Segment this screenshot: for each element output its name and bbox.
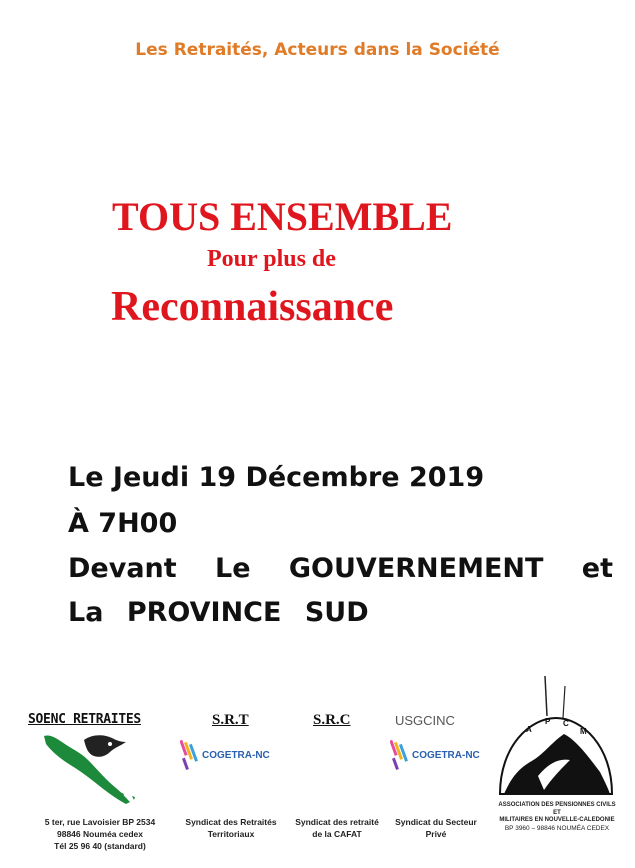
soenc-logo-icon [40, 730, 140, 806]
org-srt-caption [176, 816, 286, 840]
cogetra-logo-srt [180, 738, 270, 778]
headline-reconnaissance: Reconnaissance [111, 284, 394, 330]
event-time: À 7H00 [68, 508, 178, 539]
caption-line: de la CAFAT [312, 829, 362, 839]
caption-line: Privé [425, 829, 447, 839]
caption-line: Territoriaux [207, 829, 255, 839]
org-srt-name: S.R.T [212, 712, 249, 728]
cogetra-text: COGETRA-NC [412, 750, 480, 761]
svg-text:M: M [580, 727, 587, 736]
headline-subtitle: Pour plus de [207, 246, 336, 272]
svg-text:C: C [563, 719, 569, 728]
caption-line: ET [553, 809, 561, 816]
cogetra-icon [180, 738, 204, 774]
org-apcm-caption [482, 802, 632, 832]
caption-line: BP 3960 – 98846 NOUMÉA CEDEX [504, 824, 610, 832]
event-date: Le Jeudi 19 Décembre 2019 [68, 462, 485, 493]
apcm-logo-icon [490, 676, 620, 800]
org-src-name: S.R.C [313, 712, 351, 728]
svg-text:P: P [545, 717, 551, 726]
headline-title: TOUS ENSEMBLE [112, 194, 453, 239]
caption-line: ASSOCIATION DES PENSIONNES CIVILS [498, 802, 616, 808]
slogan: Les Retraités, Acteurs dans la Société [135, 40, 500, 60]
cogetra-logo-usgcinc [390, 738, 480, 778]
svg-text:A: A [526, 725, 532, 734]
org-usgcinc-caption [387, 816, 485, 840]
cogetra-text: COGETRA-NC [202, 750, 270, 761]
caption-line: 98846 Nouméa cedex [57, 829, 143, 839]
org-soenc-caption [20, 816, 180, 852]
event-place-line2: La PROVINCE SUD [68, 597, 369, 628]
caption-line: 5 ter, rue Lavoisier BP 2534 [44, 817, 156, 827]
caption-line: Syndicat des Retraités [185, 817, 277, 827]
caption-line: Syndicat des retraité [295, 817, 379, 827]
org-soenc-name: SOENC RETRAITES [28, 712, 141, 727]
caption-line: Tél 25 96 40 (standard) [54, 841, 146, 851]
cogetra-icon [390, 738, 414, 774]
event-place-line1: Devant Le GOUVERNEMENT et [68, 553, 613, 584]
org-src-caption [287, 816, 387, 840]
org-usgcinc-name: USGCINC [395, 713, 455, 728]
caption-line: MILITAIRES EN NOUVELLE-CALEDONIE [499, 817, 615, 823]
caption-line: Syndicat du Secteur [395, 817, 477, 827]
